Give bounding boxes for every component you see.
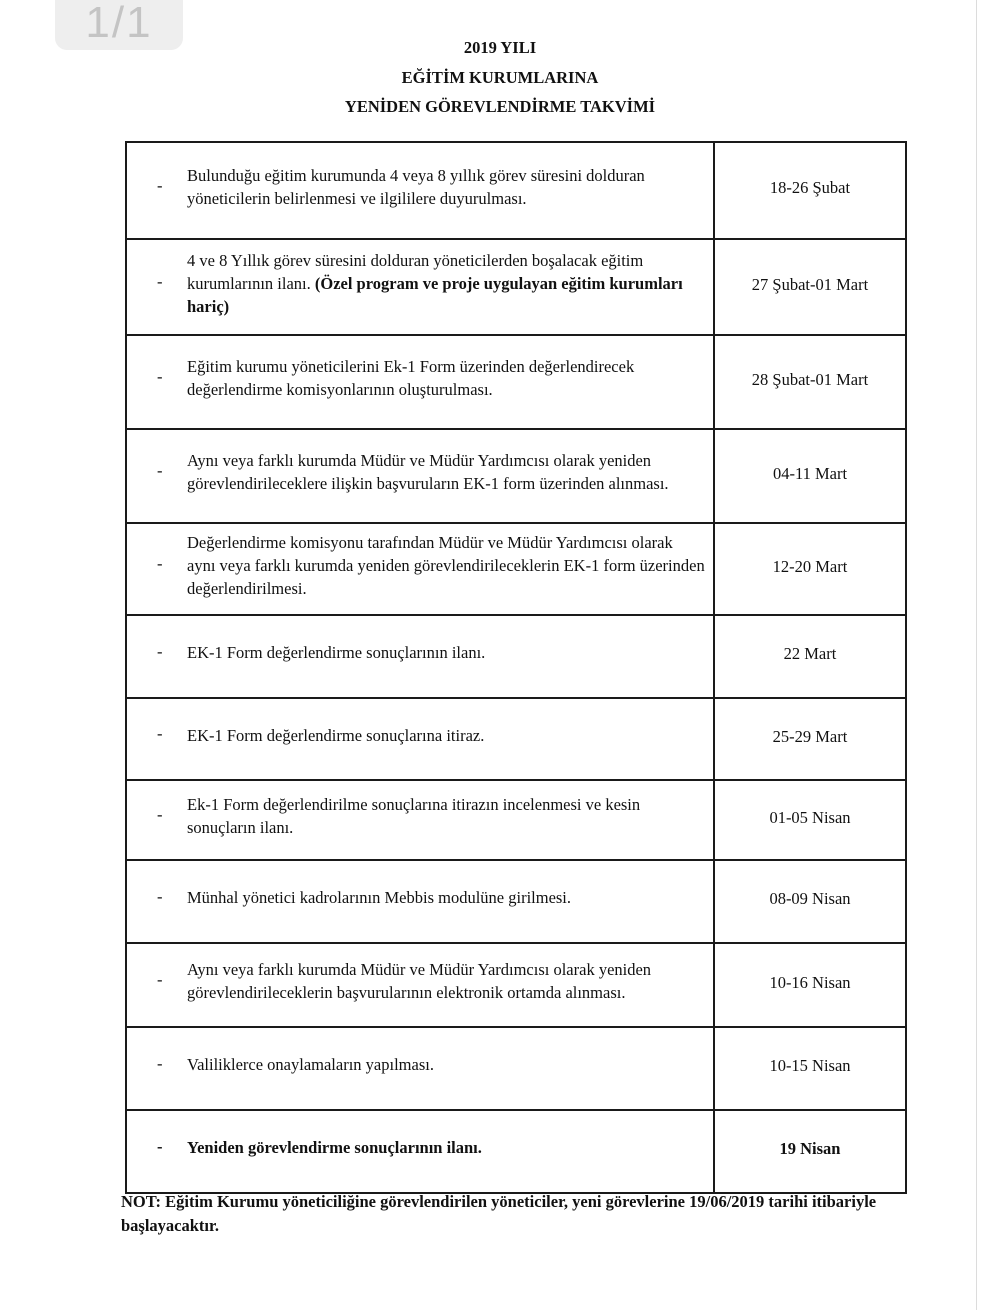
description-text: Ek-1 Form değerlendirilme sonuçlarına itirazın incelenmesi ve kesin sonuçların ilanı.	[187, 795, 641, 837]
description-text: EK-1 Form değerlendirme sonuçlarının ilanı.	[187, 643, 486, 662]
table-row	[126, 335, 906, 429]
description-cell	[126, 523, 714, 615]
description-cell	[126, 615, 714, 698]
table-row	[126, 429, 906, 523]
date-cell: 19 Nisan	[714, 1110, 906, 1193]
bullet-dash: -	[157, 175, 163, 195]
title-schedule: YENİDEN GÖREVLENDİRME TAKVİMİ	[344, 97, 656, 116]
description-text: Bulunduğu eğitim kurumunda 4 veya 8 yıllık görev süresini dolduran yöneticilerin belirlenmesi ve ilgililere duyurulması.	[187, 165, 645, 208]
bullet-dash: -	[157, 886, 163, 906]
date-cell: 28 Şubat-01 Mart	[714, 335, 906, 429]
date-cell: 04-11 Mart	[714, 429, 906, 523]
description-text: EK-1 Form değerlendirme sonuçlarına itiraz.	[187, 725, 485, 745]
description-text: Değerlendirme komisyonu tarafından Müdür ve Müdür Yardımcısı olarak aynı veya farklı kurumda yeniden görevlendirileceklerin EK-1 form üzerinden değerlendirilmesi.	[187, 532, 705, 598]
bullet-dash: -	[157, 272, 163, 291]
table-row	[126, 615, 906, 698]
date-cell: 10-16 Nisan	[714, 943, 906, 1027]
description-text: Yeniden görevlendirme sonuçlarının ilanı.	[187, 1138, 482, 1157]
table-row	[126, 780, 906, 860]
date-cell: 12-20 Mart	[714, 523, 906, 615]
bullet-dash: -	[157, 554, 163, 573]
table-row	[126, 698, 906, 780]
date-cell: 10-15 Nisan	[714, 1027, 906, 1110]
description-cell	[126, 1110, 714, 1193]
description-cell	[126, 239, 714, 335]
description-cell	[126, 943, 714, 1027]
bullet-dash: -	[157, 641, 163, 661]
title-year: 2019 YILI	[463, 38, 537, 57]
date-cell: 08-09 Nisan	[714, 860, 906, 943]
description-text	[155, 249, 705, 318]
date-cell: 27 Şubat-01 Mart	[714, 239, 906, 335]
date-cell: 25-29 Mart	[714, 698, 906, 780]
table-row	[126, 943, 906, 1027]
table-row	[126, 860, 906, 943]
description-text-bold: (Özel program ve proje uygulayan eğitim kurumları hariç)	[187, 273, 683, 316]
description-cell	[126, 429, 714, 523]
title-institutions: EĞİTİM KURUMLARINA	[401, 68, 599, 87]
table-row	[126, 239, 906, 335]
bullet-dash: -	[157, 461, 163, 480]
description-text: Münhal yönetici kadrolarının Mebbis modulüne girilmesi.	[187, 888, 572, 907]
description-cell	[126, 698, 714, 780]
bullet-dash: -	[157, 367, 163, 386]
footnote: NOT: Eğitim Kurumu yöneticiliğine görevlendirilen yöneticiler, yeni görevlerine 19/06/2019 tarihi itibariyle başlayacaktır.	[121, 1192, 877, 1235]
date-cell: 18-26 Şubat	[714, 142, 906, 239]
description-text: Aynı veya farklı kurumda Müdür ve Müdür Yardımcısı olarak yeniden görevlendirileceklerin başvurularının elektronik ortamda alınması.	[187, 960, 652, 1002]
table-row	[126, 142, 906, 239]
bullet-dash: -	[157, 1053, 163, 1073]
description-text: Valiliklerce onaylamaların yapılması.	[187, 1055, 434, 1074]
date-cell: 01-05 Nisan	[714, 780, 906, 860]
description-cell	[126, 335, 714, 429]
description-cell	[126, 142, 714, 239]
bullet-dash: -	[157, 805, 163, 824]
description-text: Aynı veya farklı kurumda Müdür ve Müdür Yardımcısı olarak yeniden görevlendirileceklere ilişkin başvuruların EK-1 form üzerinden alınması.	[187, 451, 669, 493]
bullet-dash: -	[157, 970, 163, 989]
description-cell	[126, 780, 714, 860]
description-text: Eğitim kurumu yöneticilerini Ek-1 Form üzerinden değerlendirecek değerlendirme komisyonlarının oluşturulması.	[187, 357, 635, 399]
table-row	[126, 1110, 906, 1193]
date-cell: 22 Mart	[714, 615, 906, 698]
description-cell	[126, 860, 714, 943]
table-row	[126, 523, 906, 615]
description-text-plain: 4 ve 8 Yıllık görev süresini dolduran yöneticilerden boşalacak eğitim kurumlarının ilanı.	[187, 250, 644, 293]
schedule-table	[125, 141, 907, 1194]
page-edge	[976, 0, 977, 1310]
page-indicator: 1/1	[55, 0, 183, 50]
bullet-dash: -	[157, 724, 163, 743]
bullet-dash: -	[157, 1136, 163, 1156]
table-row	[126, 1027, 906, 1110]
description-cell	[126, 1027, 714, 1110]
